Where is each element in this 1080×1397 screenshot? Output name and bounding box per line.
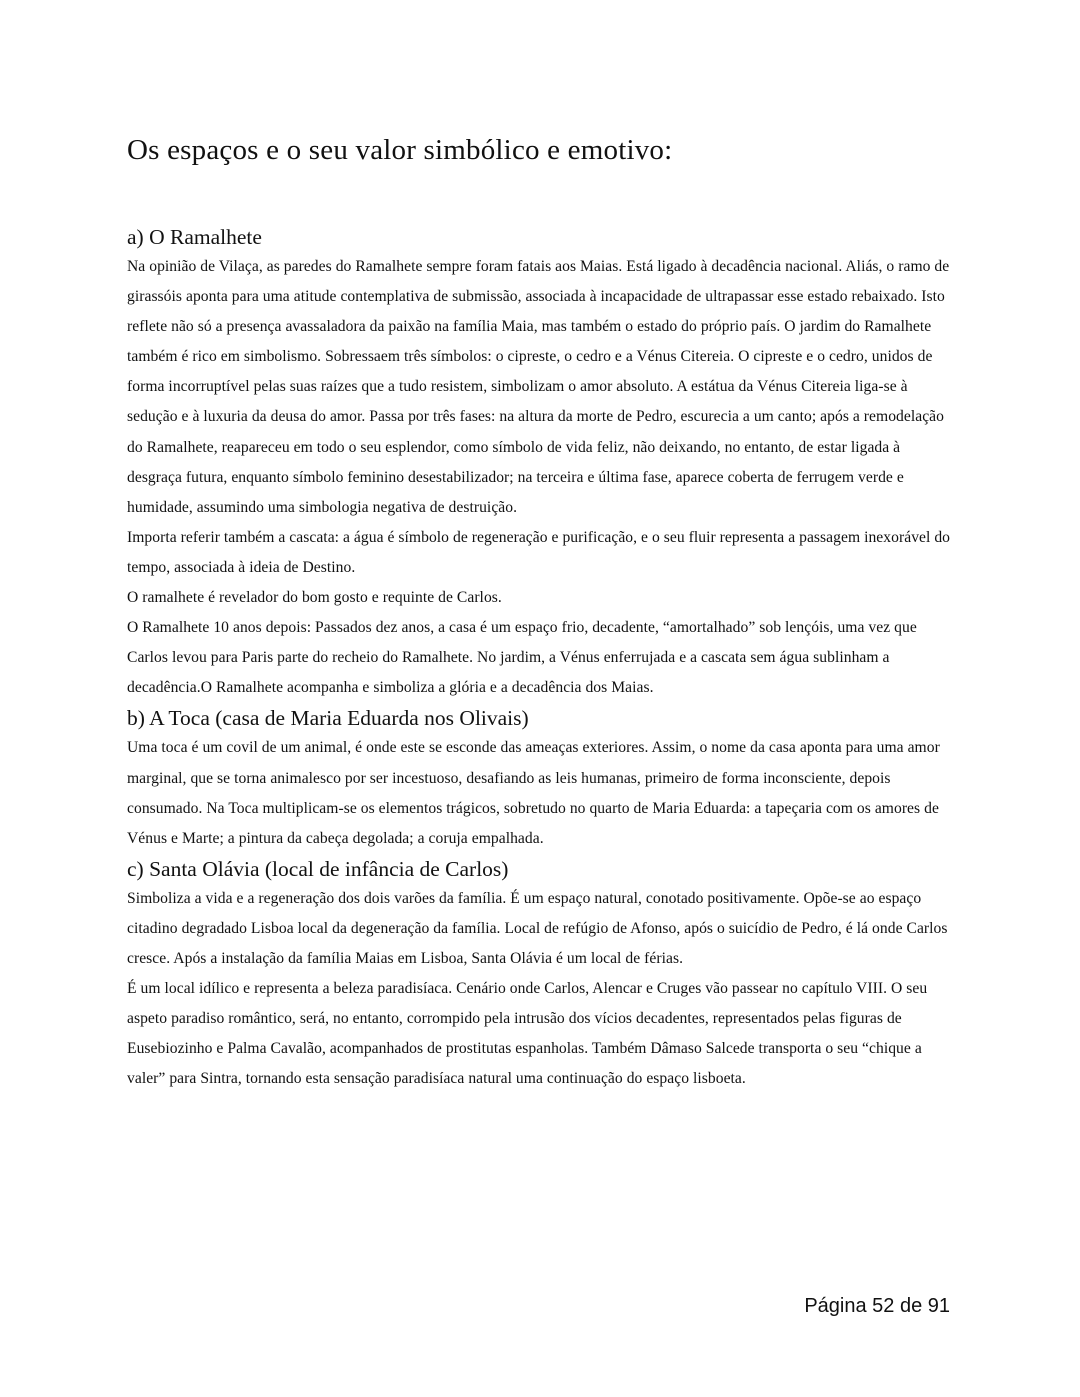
- section-heading: b) A Toca (casa de Maria Eduarda nos Olivais): [127, 706, 529, 731]
- paragraph: Na opinião de Vilaça, as paredes do Ramalhete sempre foram fatais aos Maias. Está ligado à decadência nacional. Aliás, o ramo de girassóis aponta para uma atitude contemplativa de submissão, associada à incapacidade de ultrapassar esse estado rebaixado. Isto reflete não só a presença avassaladora da paixão na família Maia, mas também o estado do próprio país. O jardim do Ramalhete também é rico em simbolismo. Sobressaem três símbolos: o cipreste, o cedro e a Vénus Citereia. O cipreste e o cedro, unidos de forma incorruptível pelas suas raízes que a tudo resistem, simbolizam o amor absoluto. A estátua da Vénus Citereia liga-se à sedução e à luxuria da deusa do amor. Passa por três fases: na altura da morte de Pedro, escurecia a um canto; após a remodelação do Ramalhete, reapareceu em todo o seu esplendor, como símbolo de vida feliz, não deixando, no entanto, de estar ligada à desgraça futura, enquanto símbolo feminino desestabilizador; na terceira e última fase, aparece coberta de ferrugem verde e humidade, assumindo uma simbologia negativa de destruição.: [127, 258, 950, 516]
- paragraph: Importa referir também a cascata: a água é símbolo de regeneração e purificação, e o seu fluir representa a passagem inexorável do tempo, associada à ideia de Destino.: [127, 528, 951, 576]
- section-heading: a) O Ramalhete: [127, 225, 262, 249]
- section-santa-olavia: [127, 854, 957, 1095]
- paragraph: Uma toca é um covil de um animal, é onde este se esconde das ameaças exteriores. Assim, o nome da casa aponta para uma amor marginal, que se torna animalesco por ser incestuoso, desafiando as leis humanas, primeiro de forma inconsciente, depois consumado. Na Toca multiplicam-se os elementos trágicos, sobretudo no quarto de Maria Eduarda: a tapeçaria com os amores de Vénus e Marte; a pintura da cabeça degolada; a coruja empalhada.: [127, 739, 940, 847]
- section-toca: [127, 703, 957, 853]
- paragraph: Simboliza a vida e a regeneração dos dois varões da família. É um espaço natural, conotado positivamente. Opõe-se ao espaço citadino degradado Lisboa local da degeneração da família. Local de refúgio de Afonso, após o suicídio de Pedro, é lá onde Carlos cresce. Após a instalação da família Maias em Lisboa, Santa Olávia é um local de férias.: [127, 889, 948, 967]
- paragraph: É um local idílico e representa a beleza paradisíaca. Cenário onde Carlos, Alencar e Cruges vão passear no capítulo VIII. O seu aspeto paradiso romântico, será, no entanto, corrompido pela intrusão dos vícios decadentes, representados pelas figuras de Eusebiozinho e Palma Cavalão, acompanhados de prostitutas espanholas. Também Dâmaso Salcede transporta o seu “chique a valer” para Sintra, tornando esta sensação paradisíaca natural uma continuação do espaço lisboeta.: [127, 980, 928, 1088]
- section-ramalhete: [127, 222, 957, 703]
- paragraph: O Ramalhete 10 anos depois: Passados dez anos, a casa é um espaço frio, decadente, “amortalhado” sob lençóis, uma vez que Carlos levou para Paris parte do recheio do Ramalhete. No jardim, a Vénus enferrujada e a cascata sem água sublinham a decadência.O Ramalhete acompanha e simboliza a glória e a decadência dos Maias.: [127, 619, 917, 697]
- page-title: Os espaços e o seu valor simbólico e emotivo:: [127, 134, 673, 166]
- paragraph: O ramalhete é revelador do bom gosto e requinte de Carlos.: [127, 589, 502, 607]
- section-heading: c) Santa Olávia (local de infância de Carlos): [127, 856, 509, 881]
- page-number: Página 52 de 91: [804, 1295, 950, 1317]
- page-content: [127, 126, 957, 1094]
